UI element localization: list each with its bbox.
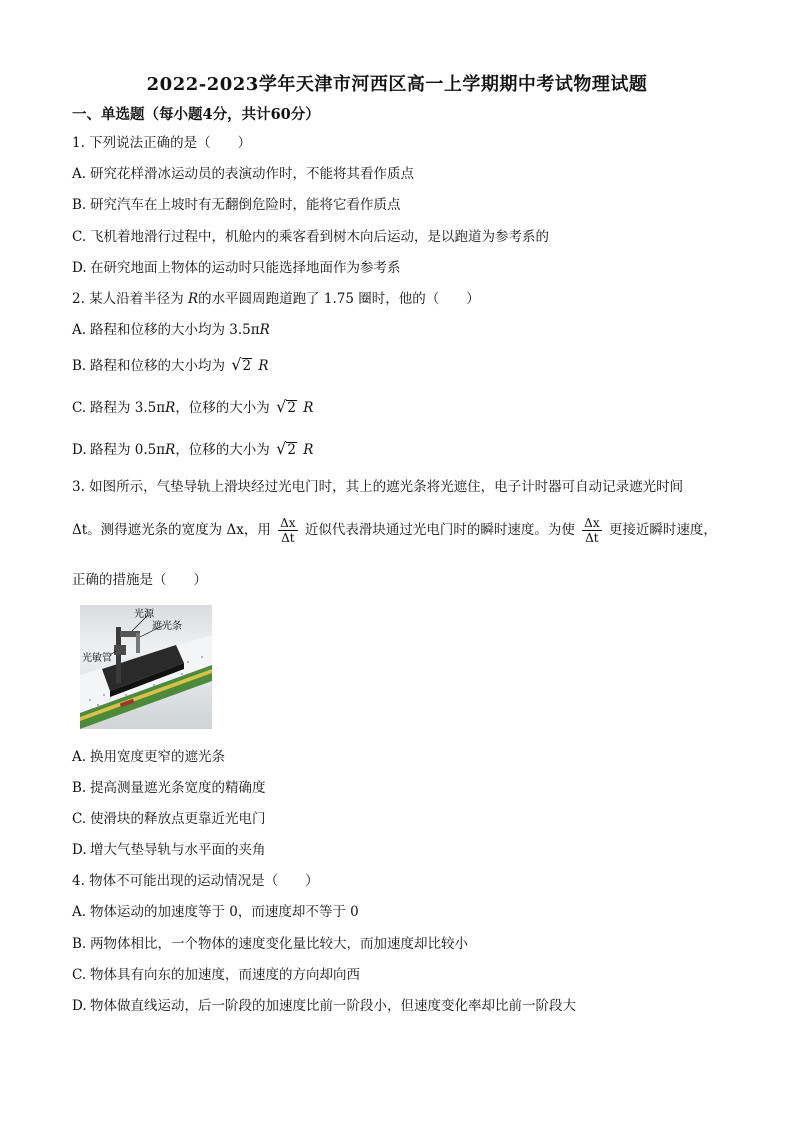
option-letter: B.	[72, 780, 87, 796]
option-text: 路程为 0.5π	[90, 442, 166, 458]
photo-tube	[114, 645, 126, 655]
option-text: 路程为 3.5π	[90, 400, 166, 416]
question-1-stem: 1. 下列说法正确的是（ ）	[72, 135, 252, 151]
stem-text: 2. 某人沿着半径为	[72, 291, 184, 307]
stem-text: 近似代表滑块通过光电门时的瞬时速度。为使	[304, 522, 575, 538]
option-letter: A.	[72, 749, 87, 765]
option-letter: A.	[72, 322, 87, 338]
option-letter: B.	[72, 936, 87, 952]
option-text: 物体做直线运动，后一阶段的加速度比前一阶段小，但速度变化率却比前一阶段大	[90, 998, 576, 1014]
fraction-denominator: Δt	[281, 531, 295, 545]
question-2-option-d	[72, 441, 313, 459]
option-text: 物体运动的加速度等于 0，而速度却不等于 0	[90, 904, 359, 920]
variable-r: R	[165, 442, 176, 458]
fraction-delta-x-over-delta-t	[278, 516, 297, 545]
option-text: 路程和位移的大小均为	[90, 358, 225, 374]
option-text: 路程和位移的大小均为 3.5π	[90, 322, 260, 338]
option-text: 飞机着地滑行过程中，机舱内的乘客看到树木向后运动，是以跑道为参考系的	[90, 229, 549, 245]
question-3-option-b	[72, 779, 266, 797]
fraction-numerator: Δx	[280, 516, 296, 530]
label-light-source: 光源	[134, 609, 154, 620]
option-letter: B.	[72, 358, 87, 374]
question-4-option-a	[72, 903, 359, 921]
option-letter: D.	[72, 442, 87, 458]
option-text: 研究汽车在上坡时有无翻倒危险时，能将它看作质点	[90, 197, 401, 213]
question-1-option-d	[72, 259, 401, 277]
stem-text: 的水平圆周跑道跑了 1.75 圈时，他的（ ）	[198, 291, 480, 307]
option-letter: C.	[72, 400, 87, 416]
stem-text: 更接近瞬时速度，	[608, 522, 717, 538]
light-strip	[136, 633, 140, 653]
radicand: 2	[242, 358, 252, 374]
option-letter: D.	[72, 998, 87, 1014]
variable-r: R	[259, 322, 270, 338]
option-letter: C.	[72, 967, 87, 983]
photogate-figure	[80, 605, 212, 729]
variable-r: R	[165, 400, 176, 416]
label-light-strip: 遮光条	[152, 621, 182, 632]
question-1-option-c	[72, 228, 549, 246]
option-letter: A.	[72, 166, 87, 182]
square-root: √ 2	[276, 439, 296, 458]
question-4-stem: 4. 物体不可能出现的运动情况是（ ）	[72, 873, 319, 889]
variable-r: R	[258, 358, 269, 374]
option-letter: C.	[72, 229, 87, 245]
fraction-delta-x-over-delta-t	[582, 516, 601, 545]
question-4-option-c	[72, 966, 360, 984]
square-root: √ 2	[276, 397, 296, 416]
question-3-option-a	[72, 748, 225, 766]
question-4-option-b	[72, 935, 468, 953]
option-text: 提高测量遮光条宽度的精确度	[90, 780, 266, 796]
fraction-numerator: Δx	[584, 516, 600, 530]
question-3-stem-line1: 3. 如图所示，气垫导轨上滑块经过光电门时，其上的遮光条将光遮住，电子计时器可自动记录遮光时间	[72, 479, 684, 495]
question-2-option-a	[72, 321, 270, 339]
question-3-option-d	[72, 841, 266, 859]
question-4-option-d	[72, 997, 576, 1015]
square-root: √ 2	[231, 355, 252, 374]
question-1-option-a	[72, 165, 414, 183]
option-letter: D.	[72, 842, 87, 858]
question-3-stem-line3: 正确的措施是（ ）	[72, 572, 207, 588]
label-photo-tube: 光敏管	[82, 653, 112, 664]
stem-text: Δt。测得遮光条的宽度为 Δx，用	[72, 522, 271, 538]
option-letter: B.	[72, 197, 87, 213]
question-3-stem-line2	[72, 516, 717, 545]
option-text: ，位移的大小为	[175, 400, 270, 416]
variable-r: R	[187, 291, 199, 307]
question-1-option-b	[72, 196, 401, 214]
question-2-stem	[72, 290, 480, 308]
option-text: 物体具有向东的加速度，而速度的方向却向西	[90, 967, 360, 983]
option-text: 在研究地面上物体的运动时只能选择地面作为参考系	[90, 260, 401, 276]
option-text: ，位移的大小为	[175, 442, 270, 458]
option-letter: C.	[72, 811, 87, 827]
option-text: 增大气垫导轨与水平面的夹角	[90, 842, 266, 858]
radicand: 2	[287, 442, 296, 458]
question-3-option-c	[72, 810, 266, 828]
section-heading: 一、单选题（每小题4分，共计60分）	[72, 106, 320, 123]
option-letter: D.	[72, 260, 87, 276]
variable-r: R	[303, 400, 314, 416]
option-text: 研究花样滑冰运动员的表演动作时，不能将其看作质点	[90, 166, 414, 182]
fraction-denominator: Δt	[585, 531, 599, 545]
radicand: 2	[287, 400, 296, 416]
question-2-option-b	[72, 357, 269, 375]
option-letter: A.	[72, 904, 87, 920]
question-2-option-c	[72, 399, 313, 417]
option-text: 换用宽度更窄的遮光条	[90, 749, 225, 765]
photogate-illustration	[80, 605, 212, 729]
page-title: 2022-2023学年天津市河西区高一上学期期中考试物理试题	[146, 74, 648, 95]
option-text: 两物体相比，一个物体的速度变化量比较大，而加速度却比较小	[90, 936, 468, 952]
variable-r: R	[303, 442, 314, 458]
option-text: 使滑块的释放点更靠近光电门	[90, 811, 266, 827]
